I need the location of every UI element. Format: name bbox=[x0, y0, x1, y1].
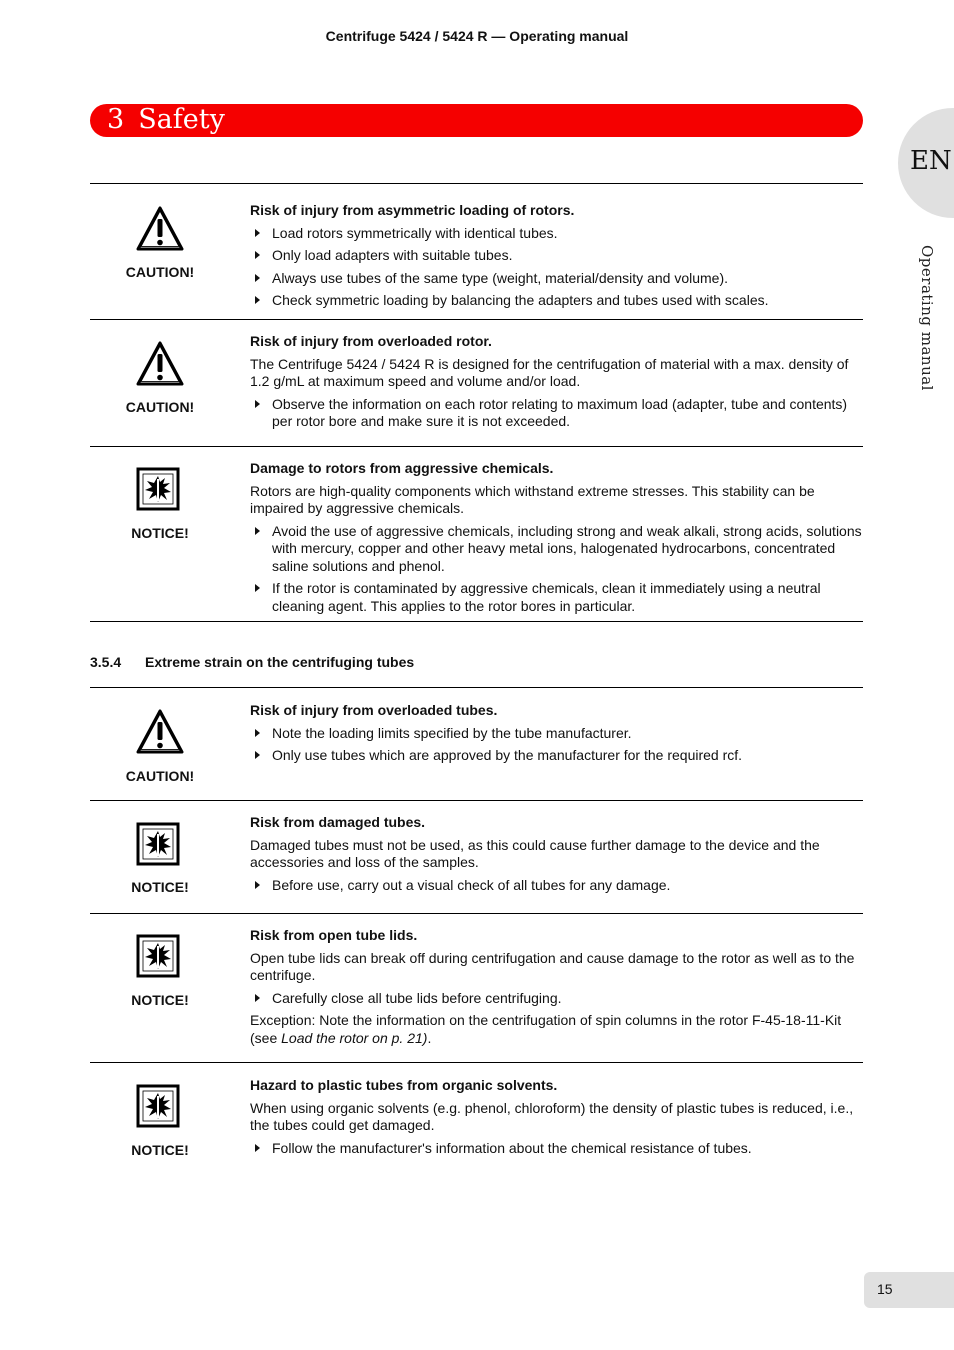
bullet-list bbox=[250, 1140, 865, 1158]
page-number: 15 bbox=[877, 1281, 893, 1297]
bullet-arrow-icon bbox=[255, 229, 260, 237]
signal-word: CAUTION! bbox=[125, 768, 195, 784]
notice-title: Risk of injury from asymmetric loading of rotors. bbox=[250, 202, 575, 218]
notice-title: Hazard to plastic tubes from organic solvents. bbox=[250, 1077, 558, 1093]
bullet-list bbox=[250, 990, 865, 1008]
list-item: Before use, carry out a visual check of all tubes for any damage. bbox=[250, 877, 865, 895]
notice-paragraph: Rotors are high-quality components which withstand extreme stresses. This stability can be impaired by aggressive chemicals. bbox=[250, 482, 815, 516]
signal-word: NOTICE! bbox=[131, 525, 189, 541]
running-header: Centrifuge 5424 / 5424 R — Operating manual bbox=[325, 28, 629, 44]
safety-notice bbox=[90, 446, 863, 622]
notice-title: Risk of injury from overloaded rotor. bbox=[250, 333, 492, 349]
section-title: Extreme strain on the centrifuging tubes bbox=[145, 654, 415, 670]
notice-paragraph: When using organic solvents (e.g. phenol, chloroform) the density of plastic tubes is reduced, i.e., the tubes could get damaged. bbox=[250, 1099, 854, 1133]
bullet-list bbox=[250, 523, 865, 616]
signal-word: NOTICE! bbox=[131, 879, 189, 895]
notice-paragraph: Damaged tubes must not be used, as this could cause further damage to the device and the accessories and loss of the samples. bbox=[250, 836, 820, 870]
notice-title: Risk from damaged tubes. bbox=[250, 814, 426, 830]
list-item: Carefully close all tube lids before centrifuging. bbox=[250, 990, 865, 1008]
bullet-list bbox=[250, 396, 865, 431]
list-item: Observe the information on each rotor relating to maximum load (adapter, tube and contents) per rotor bore and make sure it is not exceeded. bbox=[250, 396, 865, 431]
bullet-list bbox=[250, 725, 865, 765]
notice-title: Risk of injury from overloaded tubes. bbox=[250, 702, 498, 718]
safety-notice bbox=[90, 913, 863, 1063]
chapter-banner bbox=[90, 104, 863, 137]
bullet-list bbox=[250, 877, 865, 895]
list-item: Load rotors symmetrically with identical tubes. bbox=[250, 225, 865, 243]
list-item: Only load adapters with suitable tubes. bbox=[250, 247, 865, 265]
list-item: Avoid the use of aggressive chemicals, including strong and weak alkali, strong acids, solutions with mercury, copper and other heavy metal ions, halogenated hydrocarbons, concentrated saline solutions and phenol. bbox=[250, 523, 865, 576]
property-damage-icon bbox=[136, 822, 180, 866]
notice-paragraph: Open tube lids can break off during centrifugation and cause damage to the rotor as well as to the centrifuge. bbox=[250, 949, 855, 983]
bullet-arrow-icon bbox=[255, 296, 260, 304]
side-label: Operating manual bbox=[918, 245, 936, 391]
language-label: EN bbox=[910, 146, 952, 176]
signal-word: CAUTION! bbox=[125, 399, 195, 415]
bullet-arrow-icon bbox=[255, 274, 260, 282]
warning-triangle-icon bbox=[132, 204, 188, 254]
warning-triangle-icon bbox=[132, 339, 188, 389]
safety-notice bbox=[90, 183, 863, 320]
notice-title: Damage to rotors from aggressive chemicals. bbox=[250, 460, 554, 476]
notice-paragraph: The Centrifuge 5424 / 5424 R is designed for the centrifugation of material with a max. density of 1.2 g/mL at maximum speed and volume and/or load. bbox=[250, 355, 849, 389]
bullet-arrow-icon bbox=[255, 994, 260, 1002]
safety-notice bbox=[90, 319, 863, 447]
bullet-arrow-icon bbox=[255, 400, 260, 408]
property-damage-icon bbox=[136, 934, 180, 978]
safety-notice bbox=[90, 800, 863, 914]
notice-title: Risk from open tube lids. bbox=[250, 927, 418, 943]
chapter-title: Safety bbox=[138, 104, 225, 135]
bullet-arrow-icon bbox=[255, 881, 260, 889]
signal-word: NOTICE! bbox=[131, 1142, 189, 1158]
bullet-arrow-icon bbox=[255, 584, 260, 592]
bullet-arrow-icon bbox=[255, 1144, 260, 1152]
property-damage-icon bbox=[136, 467, 180, 511]
list-item: Note the loading limits specified by the tube manufacturer. bbox=[250, 725, 865, 743]
bullet-arrow-icon bbox=[255, 251, 260, 259]
list-item: Always use tubes of the same type (weight, material/density and volume). bbox=[250, 270, 865, 288]
list-item: Follow the manufacturer's information about the chemical resistance of tubes. bbox=[250, 1140, 865, 1158]
bullet-arrow-icon bbox=[255, 751, 260, 759]
section-number: 3.5.4 bbox=[90, 654, 122, 670]
safety-notice bbox=[90, 687, 863, 801]
exception-note: Exception: Note the information on the centrifugation of spin columns in the rotor F-45-18-11-Kit (see Load the rotor on p. 21). bbox=[250, 1012, 842, 1046]
property-damage-icon bbox=[136, 1084, 180, 1128]
signal-word: NOTICE! bbox=[131, 992, 189, 1008]
safety-notice bbox=[90, 1062, 863, 1174]
list-item: Only use tubes which are approved by the manufacturer for the required rcf. bbox=[250, 747, 865, 765]
signal-word: CAUTION! bbox=[125, 264, 195, 280]
cross-reference[interactable]: Load the rotor on p. 21) bbox=[281, 1029, 428, 1046]
bullet-list bbox=[250, 225, 865, 310]
list-item: Check symmetric loading by balancing the adapters and tubes used with scales. bbox=[250, 292, 865, 310]
bullet-arrow-icon bbox=[255, 527, 260, 535]
list-item: If the rotor is contaminated by aggressive chemicals, clean it immediately using a neutral cleaning agent. This applies to the rotor bores in particular. bbox=[250, 580, 865, 615]
chapter-number: 3 bbox=[107, 104, 125, 135]
warning-triangle-icon bbox=[132, 707, 188, 757]
bullet-arrow-icon bbox=[255, 729, 260, 737]
section-heading bbox=[90, 654, 414, 670]
